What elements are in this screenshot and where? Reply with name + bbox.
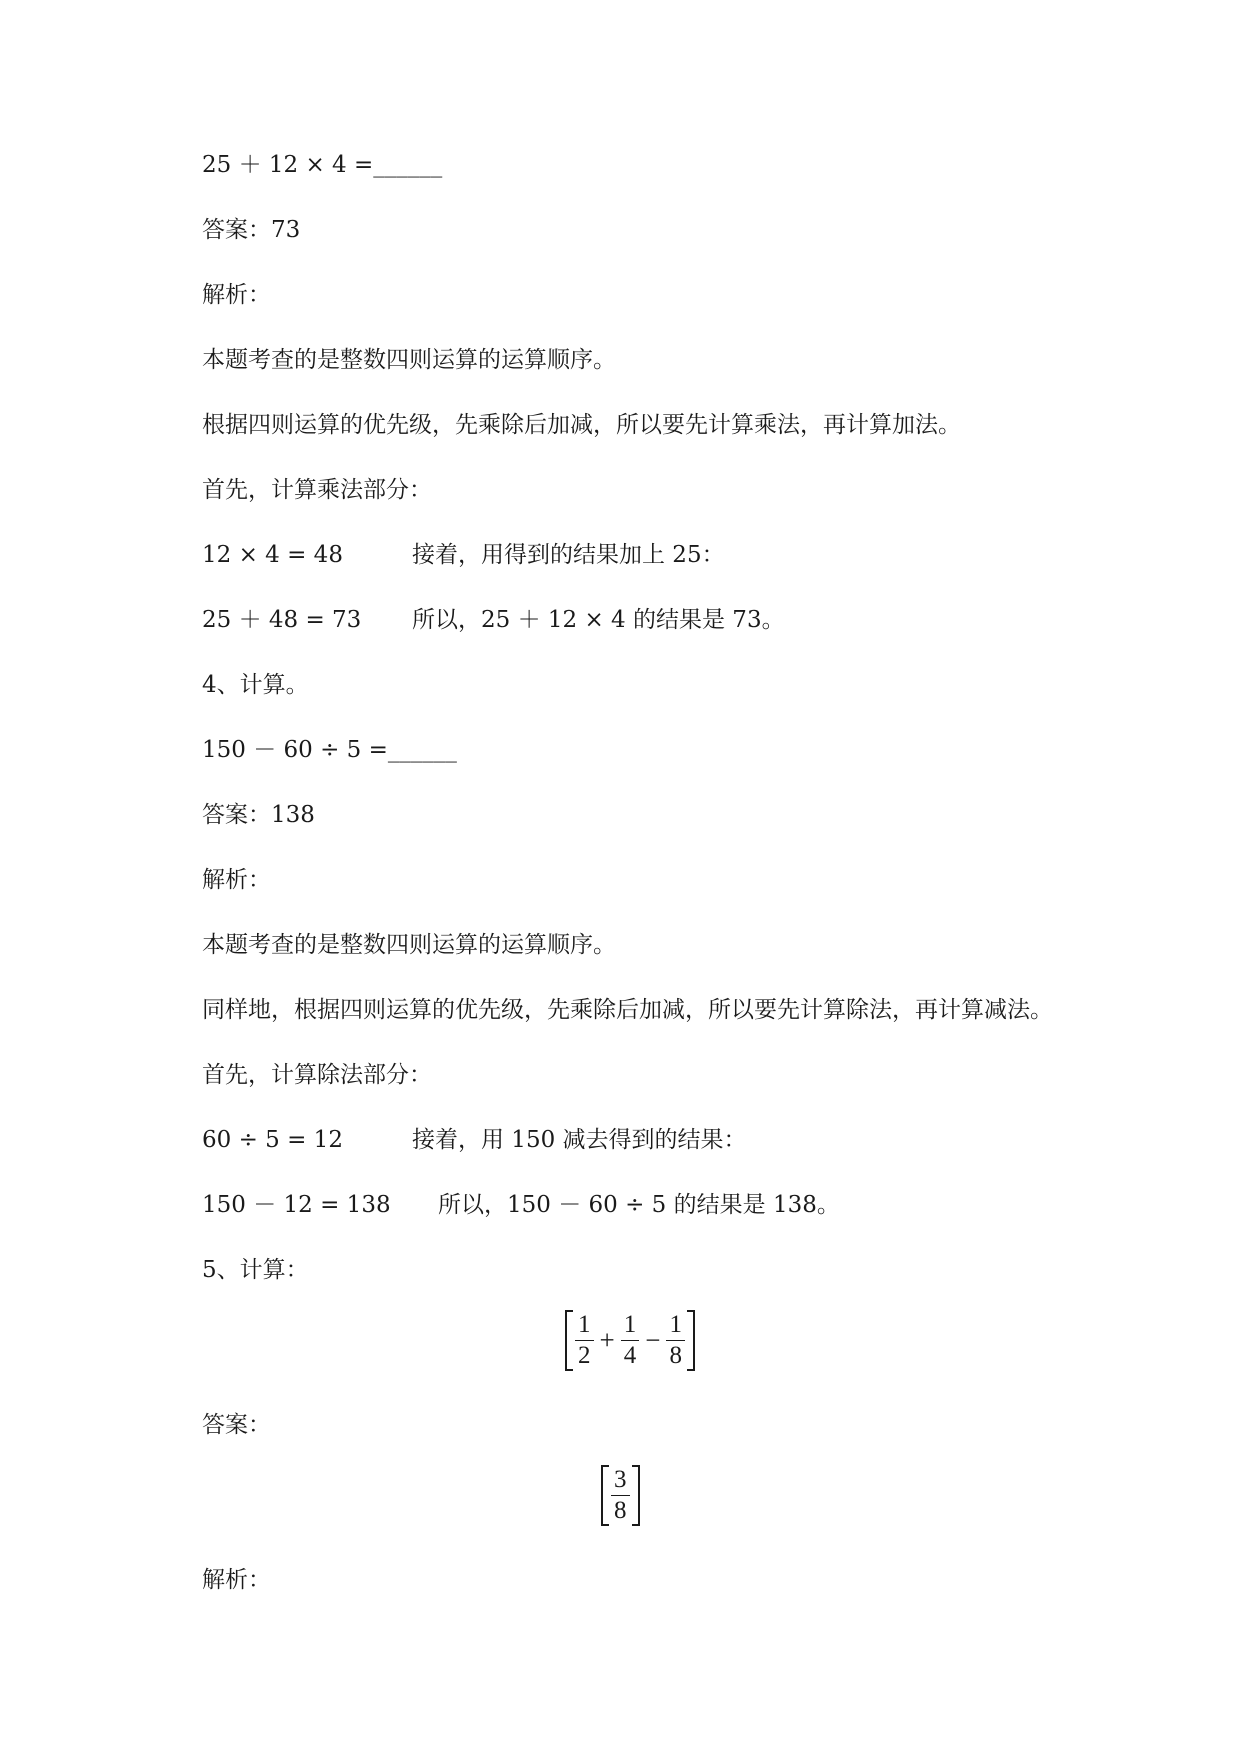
- minus-operator: −: [645, 1325, 661, 1355]
- fraction-1-denominator: 2: [578, 1342, 591, 1369]
- fraction-2: [619, 1310, 642, 1371]
- result-numerator: 3: [614, 1466, 627, 1493]
- q4-step2-row: [202, 1190, 840, 1220]
- q5-expression: [565, 1310, 695, 1371]
- q4-expression: 150 － 60 ÷ 5 =______: [202, 737, 457, 763]
- q4-step1-row: [202, 1125, 747, 1155]
- q3-answer: 答案：73: [202, 217, 301, 243]
- q3-topic: 本题考查的是整数四则运算的运算顺序。: [202, 347, 616, 373]
- q4-conclusion: 所以，150 － 60 ÷ 5 的结果是 138。: [438, 1192, 840, 1218]
- result-fraction: [609, 1465, 632, 1526]
- q5-answer-label: 答案：: [202, 1412, 271, 1438]
- q3-expression: 25 ＋ 12 × 4 =______: [202, 152, 443, 178]
- q3-step2-intro: 接着，用得到的结果加上 25：: [412, 542, 725, 568]
- q5-result: [601, 1465, 640, 1526]
- right-bracket: [687, 1310, 695, 1371]
- fraction-2-numerator: 1: [623, 1311, 637, 1338]
- q3-step2-row: [202, 605, 785, 635]
- q4-topic: 本题考查的是整数四则运算的运算顺序。: [202, 932, 616, 958]
- q4-step2-calc: 150 － 12 = 138: [202, 1192, 391, 1218]
- q3-step1-calc: 12 × 4 = 48: [202, 542, 343, 568]
- q4-step2-intro: 接着，用 150 减去得到的结果：: [412, 1127, 747, 1153]
- right-bracket: [632, 1465, 640, 1526]
- q3-analysis-label: 解析：: [202, 282, 271, 308]
- left-bracket: [565, 1310, 573, 1371]
- fraction-3-numerator: 1: [669, 1311, 682, 1338]
- result-denominator: 8: [614, 1497, 627, 1524]
- fraction-2-denominator: 4: [623, 1342, 637, 1369]
- plus-operator: +: [599, 1325, 615, 1355]
- q5-analysis-label: 解析：: [202, 1567, 271, 1593]
- q5-title: 5、计算：: [202, 1257, 309, 1283]
- q4-analysis-label: 解析：: [202, 867, 271, 893]
- q3-conclusion: 所以，25 ＋ 12 × 4 的结果是 73。: [412, 607, 785, 633]
- q4-step1-intro: 首先，计算除法部分：: [202, 1062, 432, 1088]
- q4-answer: 答案：138: [202, 802, 315, 828]
- q3-step1-row: [202, 540, 725, 570]
- q4-rule: 同样地，根据四则运算的优先级，先乘除后加减，所以要先计算除法，再计算减法。: [202, 997, 1053, 1023]
- result-bracket-group: [601, 1465, 640, 1526]
- expression-body: [573, 1310, 687, 1371]
- q3-step1-intro: 首先，计算乘法部分：: [202, 477, 432, 503]
- fraction-1-numerator: 1: [578, 1311, 591, 1338]
- fraction-1: [573, 1310, 596, 1371]
- q3-step2-calc: 25 ＋ 48 = 73: [202, 607, 362, 633]
- q4-step1-calc: 60 ÷ 5 = 12: [202, 1127, 343, 1153]
- left-bracket: [601, 1465, 609, 1526]
- fraction-3-denominator: 8: [669, 1342, 682, 1369]
- q3-rule: 根据四则运算的优先级，先乘除后加减，所以要先计算乘法，再计算加法。: [202, 412, 961, 438]
- q4-title: 4、计算。: [202, 672, 309, 698]
- fraction-3: [664, 1310, 687, 1371]
- bracket-group: [565, 1310, 695, 1371]
